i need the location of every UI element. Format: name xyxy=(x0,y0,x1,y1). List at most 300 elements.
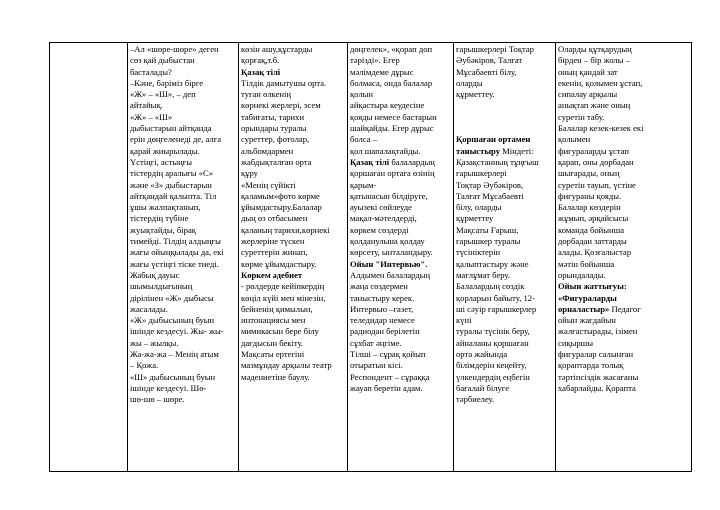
text-line xyxy=(241,134,345,145)
text-line xyxy=(350,134,451,145)
text-line xyxy=(241,180,345,191)
line-text: қалыптастыру және xyxy=(456,258,529,269)
text-line xyxy=(130,281,236,292)
line-text: алады. Қозғалыстар xyxy=(558,247,632,258)
line-text: құру xyxy=(241,168,258,179)
line-text: «Менің сүйікті xyxy=(241,179,296,190)
text-line xyxy=(558,372,689,383)
line-text: ішінде кездесуі. Шө- xyxy=(130,382,207,393)
line-text: қорғақ,т.б. xyxy=(241,55,280,66)
line-text: мазмұндау арқылы театр xyxy=(241,360,332,371)
text-line xyxy=(456,157,553,168)
text-line xyxy=(241,191,345,202)
line-text: ерін дөңгеленеді де, алға xyxy=(130,134,222,145)
text-line xyxy=(241,293,345,304)
text-line xyxy=(350,146,451,157)
table-cell-col6 xyxy=(556,43,692,472)
line-text: айқастыра кеудесіне xyxy=(350,100,425,111)
text-line xyxy=(350,349,451,360)
text-line xyxy=(456,394,553,405)
line-text: –Кәне, бәріміз бірге xyxy=(130,77,204,88)
line-text: Тоқтар Әубәкіров, xyxy=(456,179,524,190)
line-text: Жа-жа-жа – Менің атым xyxy=(130,349,219,360)
line-text: айтайық. xyxy=(130,100,163,111)
line-text: Балалардың сөздік xyxy=(456,281,525,292)
text-line xyxy=(350,213,451,224)
line-text: фигураларды ұстап xyxy=(558,145,630,156)
line-text: фигуралар салынған xyxy=(558,349,634,360)
section-heading: Көркем әдебиет xyxy=(241,269,303,280)
text-line xyxy=(241,259,345,270)
line-text: ғарышкерлері Тоқтар xyxy=(456,44,534,54)
line-text: жағы ойыңқылады да, екі xyxy=(130,247,224,258)
section-heading: орналастыр» xyxy=(558,303,610,314)
text-line xyxy=(456,225,553,236)
line-text: шө-шө – шөре. xyxy=(130,394,185,405)
line-text: жұмып, әрқайсысы xyxy=(558,213,629,224)
text-line xyxy=(241,67,345,78)
line-text: тимейді. Тілдің алдыңғы xyxy=(130,236,221,247)
line-text: ішінде кездесуі. Жы- жы- xyxy=(130,326,224,337)
line-text: қарап, оны дорбадан xyxy=(558,156,634,167)
text-line xyxy=(350,112,451,123)
text-line xyxy=(350,78,451,89)
lesson-plan-table xyxy=(49,42,692,472)
line-text: жы – жылқы. xyxy=(130,337,179,348)
text-line xyxy=(241,44,345,55)
text-line xyxy=(130,134,236,145)
text-line xyxy=(130,78,236,89)
line-text: ауызекі сөйлеуде xyxy=(350,202,412,213)
line-text: қоршаған ортаға өзінің xyxy=(350,168,435,179)
line-text: дың өз отбасымен xyxy=(241,213,308,224)
line-text: фигураны қояды. xyxy=(558,190,622,201)
text-line xyxy=(130,360,236,371)
text-line xyxy=(130,168,236,179)
line-text: мәтін бойынша xyxy=(558,258,615,269)
line-text: айтқандай қалыпта. Тіл xyxy=(130,190,217,201)
text-line xyxy=(130,123,236,134)
text-line xyxy=(558,191,689,202)
text-line xyxy=(456,372,553,383)
line-text: Мұсабаевті білу, xyxy=(456,66,517,77)
line-text: көрнекі жерлері, эсем xyxy=(241,100,321,111)
table-row xyxy=(50,43,692,472)
text-line xyxy=(130,225,236,236)
line-text: сиқыршы xyxy=(558,337,594,348)
text-line xyxy=(558,247,689,258)
text-line xyxy=(558,44,689,55)
line-text: суреттерін жинап, xyxy=(241,247,308,258)
text-line xyxy=(130,304,236,315)
text-line xyxy=(350,293,451,304)
text-line xyxy=(456,67,553,78)
text-line xyxy=(130,326,236,337)
text-line xyxy=(456,146,553,157)
line-text: дағдысын бекіту. xyxy=(241,337,304,348)
text-line xyxy=(130,55,236,66)
line-text: Балалар кезек-кезек екі xyxy=(558,123,644,134)
line-text: оларды xyxy=(456,77,483,88)
text-line xyxy=(456,259,553,270)
text-line xyxy=(350,123,451,134)
text-line xyxy=(456,191,553,202)
text-line xyxy=(130,372,236,383)
line-text: Алдымен балалардың xyxy=(350,269,431,280)
line-text: тістердің аралығы «С» xyxy=(130,168,214,179)
line-text: дыбыстарын айтқанда xyxy=(130,123,212,134)
text-line xyxy=(350,89,451,100)
text-line xyxy=(456,55,553,66)
section-heading: Қазақ тілі xyxy=(350,156,390,167)
line-text: - рөлдерде кейіпкердің xyxy=(241,281,325,292)
text-line xyxy=(241,360,345,371)
line-text: көрме ұйымдастыру. xyxy=(241,258,317,269)
text-line xyxy=(456,247,553,258)
line-text: Балалар көздерін xyxy=(558,202,621,213)
line-text: жабдықталған орта xyxy=(241,156,312,167)
line-text: көрсету, ынталандыру. xyxy=(350,247,433,258)
text-line xyxy=(241,326,345,337)
line-text: Тілдік дамытушы орта. xyxy=(241,77,327,88)
text-line xyxy=(130,157,236,168)
line-text: суреттер, фотолар, xyxy=(241,134,310,145)
line-text: Тілші – сұрақ қойып xyxy=(350,349,426,360)
text-line xyxy=(130,338,236,349)
text-line xyxy=(350,67,451,78)
line-text: қораптарда толық xyxy=(558,360,624,371)
line-text: жалғастырады, ізімен xyxy=(558,326,638,337)
line-text: Мақсаты ертегіні xyxy=(241,349,305,360)
line-text: жауап беретін адам. xyxy=(350,382,423,393)
text-line xyxy=(241,89,345,100)
section-heading: Қоршаған ортамен xyxy=(456,134,531,145)
line-text: қолданулына қолдау xyxy=(350,236,425,247)
line-text: хабарлайды. Қорапта xyxy=(558,382,636,393)
line-text: дөңгелек», «қорап доп xyxy=(350,44,433,54)
line-text: туралы түсінік беру, xyxy=(456,326,530,337)
text-line xyxy=(456,44,553,55)
line-text: Респондент – сұраққа xyxy=(350,371,430,382)
line-text: ші сәуір ғарышкерлер xyxy=(456,303,537,314)
line-text: ұшы жалпақтанып, xyxy=(130,202,201,213)
text-line xyxy=(558,315,689,326)
text-line xyxy=(456,112,553,123)
line-text: айналаны қоршаған xyxy=(456,337,529,348)
text-line xyxy=(350,157,451,168)
line-text: суретін табу. xyxy=(558,111,605,122)
text-line xyxy=(241,315,345,326)
text-line xyxy=(130,236,236,247)
line-text: дірілінен «Ж» дыбысы xyxy=(130,292,214,303)
line-text: шайқайды. Егер дұрыс xyxy=(350,123,434,134)
line-text: екенін, қолымен ұстап, xyxy=(558,77,643,88)
line-text: қояды немесе бастарын xyxy=(350,111,437,122)
text-line xyxy=(350,383,451,394)
line-text: Жабық дауыс xyxy=(130,269,180,280)
text-line xyxy=(456,315,553,326)
line-text: анықтап және оның xyxy=(558,100,631,111)
text-line xyxy=(241,349,345,360)
text-line xyxy=(130,259,236,270)
text-line xyxy=(350,225,451,236)
line-text: күні xyxy=(456,315,472,326)
text-line xyxy=(558,326,689,337)
line-text: және «З» дыбыстарын xyxy=(130,179,212,190)
text-line xyxy=(558,270,689,281)
line-text: бейненің қимылын, xyxy=(241,303,313,314)
text-line xyxy=(350,180,451,191)
text-line xyxy=(130,293,236,304)
line-text: болмаса, онда балалар xyxy=(350,77,433,88)
line-text: Талғат Мұсабаевті xyxy=(456,190,524,201)
line-text: Интервью –газет, xyxy=(350,303,414,314)
line-text: дорбадан заттарды xyxy=(558,236,627,247)
section-heading: Қазақ тілі xyxy=(241,66,281,77)
text-line xyxy=(558,259,689,270)
text-line xyxy=(241,338,345,349)
text-line xyxy=(130,383,236,394)
line-text: отыратын кісі. xyxy=(350,360,403,371)
text-line xyxy=(350,44,451,55)
line-text: жерлеріне түскен xyxy=(241,236,305,247)
text-line xyxy=(558,89,689,100)
text-line xyxy=(456,326,553,337)
line-text: Қазақстанның тұңғыш xyxy=(456,156,539,167)
table-cell-col4 xyxy=(348,43,454,472)
line-text-tail: Педагог xyxy=(609,303,641,314)
text-line xyxy=(558,78,689,89)
text-line xyxy=(241,225,345,236)
text-line xyxy=(130,112,236,123)
line-text: «Ш» дыбысының буын xyxy=(130,371,216,382)
line-text: қолын xyxy=(350,89,374,100)
text-line xyxy=(558,349,689,360)
text-line xyxy=(350,247,451,258)
text-line xyxy=(130,146,236,157)
line-text: сөз қай дыбыстан xyxy=(130,55,195,66)
line-text: оның қандай зат xyxy=(558,66,618,77)
text-line xyxy=(558,157,689,168)
text-line xyxy=(558,100,689,111)
text-line xyxy=(130,349,236,360)
line-text: көзін ашу,құстарды xyxy=(241,44,313,54)
text-line xyxy=(241,213,345,224)
line-text: суретін тауып, үстіне xyxy=(558,179,636,190)
text-line xyxy=(456,349,553,360)
text-line xyxy=(558,304,689,315)
line-text-tail: Міндеті: xyxy=(500,145,534,156)
text-line xyxy=(130,315,236,326)
text-line xyxy=(456,293,553,304)
line-text: жағы үстіңгі тіске тиеді. xyxy=(130,258,219,269)
text-line xyxy=(130,100,236,111)
line-text: орта жайында xyxy=(456,349,508,360)
section-heading: таныстыру xyxy=(456,145,500,156)
line-text: қолымен xyxy=(558,134,591,145)
text-line xyxy=(456,360,553,371)
text-line xyxy=(456,213,553,224)
text-line xyxy=(241,281,345,292)
line-text: тәрізді». Егер xyxy=(350,55,400,66)
text-line xyxy=(241,78,345,89)
text-line xyxy=(241,168,345,179)
text-line xyxy=(558,338,689,349)
text-line xyxy=(558,134,689,145)
text-line xyxy=(241,304,345,315)
line-text: шығарады, оның xyxy=(558,168,620,179)
text-line xyxy=(241,270,345,281)
text-line xyxy=(558,67,689,78)
line-text: команда бойынша xyxy=(558,224,625,235)
text-line xyxy=(558,293,689,304)
line-text: сұхбат әңгіме. xyxy=(350,337,402,348)
line-text: ғарышкер туралы xyxy=(456,236,521,247)
text-line xyxy=(130,247,236,258)
text-line xyxy=(558,202,689,213)
line-text: Үстіңгі, астыңғы xyxy=(130,156,193,167)
line-text: құрметтеу. xyxy=(456,89,495,100)
text-line xyxy=(558,168,689,179)
line-text: таныстыру керек. xyxy=(350,292,415,303)
line-text: туған өлкенің xyxy=(241,89,291,100)
line-text: тістердің түбіне xyxy=(130,213,189,224)
line-text: интонациясы мен xyxy=(241,315,306,326)
text-line xyxy=(456,180,553,191)
line-text: қорларын байыту, 12- xyxy=(456,292,535,303)
line-text: альбомдармен xyxy=(241,145,294,156)
text-line xyxy=(350,315,451,326)
text-line xyxy=(558,180,689,191)
text-line xyxy=(456,168,553,179)
text-line xyxy=(350,372,451,383)
text-line xyxy=(558,236,689,247)
line-text: мағлұмат беру. xyxy=(456,269,511,280)
text-line xyxy=(350,304,451,315)
table-cell-col5 xyxy=(454,43,556,472)
text-line xyxy=(130,394,236,405)
line-text: «Ж» дыбысының буын xyxy=(130,315,215,326)
line-text: – Қожа. xyxy=(130,360,159,371)
line-text: мәлімдеме дұрыс xyxy=(350,66,414,77)
line-text: жаңа сөздермен xyxy=(350,281,408,292)
text-line xyxy=(558,123,689,134)
line-text: шымылдығының xyxy=(130,281,193,292)
line-text: қатынасын білдіруге, xyxy=(350,190,428,201)
text-line xyxy=(456,100,553,111)
line-text: көркем сөздерді xyxy=(350,224,409,235)
line-text: Оларды құтқарудың xyxy=(558,44,632,54)
line-text: қарым- xyxy=(350,179,377,190)
text-line xyxy=(350,360,451,371)
table-cell-col2 xyxy=(128,43,239,472)
line-text: сипалау арқылы xyxy=(558,89,618,100)
text-line xyxy=(241,55,345,66)
line-text: «Ж» – «Ш» xyxy=(130,111,173,122)
line-text: бірден – бір жолы – xyxy=(558,55,630,66)
line-text: қаламым»фото көрме xyxy=(241,190,320,201)
text-line xyxy=(350,281,451,292)
text-line xyxy=(350,55,451,66)
line-text: радиодан берілетін xyxy=(350,326,420,337)
text-line xyxy=(130,44,236,55)
text-line xyxy=(456,134,553,145)
text-line xyxy=(130,180,236,191)
line-text: болса – xyxy=(350,134,378,145)
line-text: тәрбиелеу. xyxy=(456,394,495,405)
text-line xyxy=(241,146,345,157)
line-text: мәдениетіне баулу. xyxy=(241,371,310,382)
line-text: орындалады. xyxy=(558,269,606,280)
table-cell-col3 xyxy=(239,43,348,472)
text-line xyxy=(130,67,236,78)
line-text: –Ал «шөре-шөре» деген xyxy=(130,44,219,54)
line-text: орындары туралы xyxy=(241,123,307,134)
line-text: үлкендердің еңбегін xyxy=(456,371,530,382)
text-line xyxy=(130,202,236,213)
section-heading: Ойын жаттығуы: xyxy=(558,281,627,292)
text-line xyxy=(350,202,451,213)
text-line xyxy=(558,281,689,292)
text-line xyxy=(456,89,553,100)
line-text: мимикасын бере білу xyxy=(241,326,319,337)
text-line xyxy=(456,270,553,281)
line-text: мақал-мәтелдерді, xyxy=(350,213,417,224)
text-line xyxy=(130,270,236,281)
text-line xyxy=(558,360,689,371)
line-text: теледидар немесе xyxy=(350,315,415,326)
text-line xyxy=(456,281,553,292)
text-line xyxy=(558,383,689,394)
line-text: ұйымдастыру.Балалар xyxy=(241,202,322,213)
line-text: Әубәкіров, Талғат xyxy=(456,55,523,66)
line-text: жасалады. xyxy=(130,303,168,314)
line-text: қарай жиырылады. xyxy=(130,145,200,156)
text-line xyxy=(456,304,553,315)
line-text-tail: балалардың xyxy=(389,156,435,167)
line-text: көңіл күйі мен мінезін, xyxy=(241,292,326,303)
text-line xyxy=(241,372,345,383)
text-line xyxy=(350,270,451,281)
text-line xyxy=(350,191,451,202)
text-line xyxy=(241,236,345,247)
line-text: табиғаты, тарихи xyxy=(241,111,305,122)
text-line xyxy=(350,168,451,179)
text-line xyxy=(241,112,345,123)
line-text: ойын жағдайын xyxy=(558,315,616,326)
section-heading: Ойын "Интервью". xyxy=(350,258,428,269)
line-text: қаланың тарихи,көрнекі xyxy=(241,224,330,235)
text-line xyxy=(350,100,451,111)
text-line xyxy=(130,213,236,224)
line-text: білу, оларды xyxy=(456,202,502,213)
text-line xyxy=(241,100,345,111)
text-line xyxy=(456,383,553,394)
line-text: жуықтайды, бірақ xyxy=(130,224,196,235)
text-line xyxy=(558,112,689,123)
text-line xyxy=(456,338,553,349)
text-line xyxy=(456,236,553,247)
text-line xyxy=(558,146,689,157)
text-line xyxy=(558,55,689,66)
line-text: қол шапалақтайды. xyxy=(350,145,421,156)
text-line xyxy=(456,202,553,213)
line-text: білімдерін кеңейту, xyxy=(456,360,527,371)
line-text: түсініктерін xyxy=(456,247,501,258)
line-text: тәртіпсіздік жасағаны xyxy=(558,371,639,382)
text-line xyxy=(130,89,236,100)
text-line xyxy=(350,326,451,337)
